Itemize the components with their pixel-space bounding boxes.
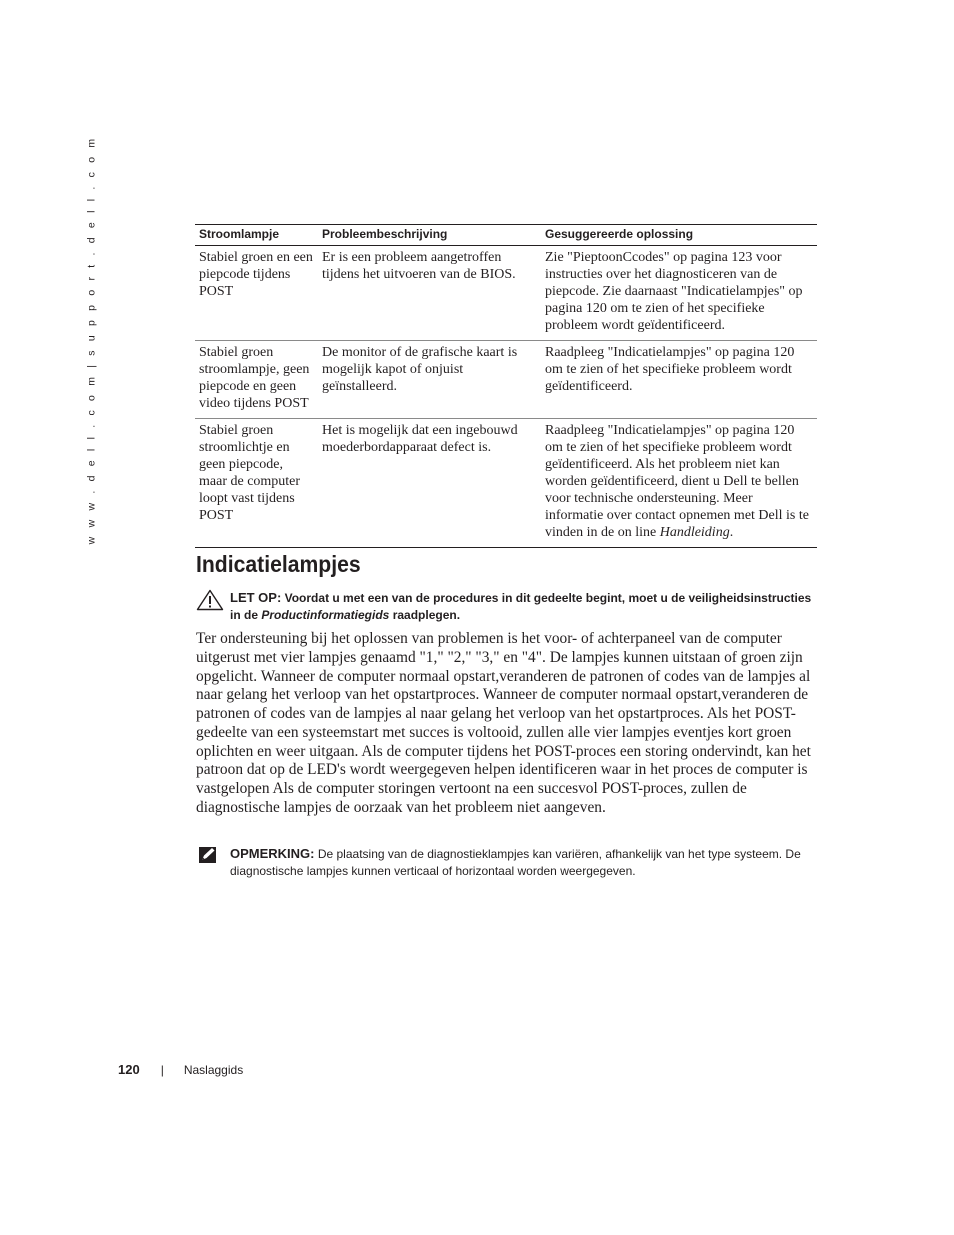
cell-text: Raadpleeg "Indicatielampjes" op pagina 120 om te zien of het specifieke probleem wordt geïdentificeerd. Als het probleem niet kan worden geïdentificeerd, dient u Dell te bellen voor technische ondersteuning. Meer informatie over contact opnemen met Dell is te vinden in de on line <box>545 423 809 540</box>
table-header-row <box>195 225 817 246</box>
cell-text-end: . <box>729 525 734 540</box>
column-header-problem: Probleembeschrijving <box>318 225 541 246</box>
note-notice <box>196 845 820 880</box>
caution-text <box>230 589 820 624</box>
table-cell: De monitor of de grafische kaart is mogelijk kapot of onjuist geïnstalleerd. <box>318 341 541 419</box>
table-cell: Zie "PieptoonCcodes" op pagina 123 voor instructies over het diagnosticeren van de piepcode. Zie daarnaast "Indicatielampjes" op pagina 120 om te zien of het specifieke probleem wordt geïdentificeerd. <box>541 246 817 341</box>
section-title: Indicatielampjes <box>196 551 361 577</box>
table-row <box>195 419 817 548</box>
side-url-text: w w w . d e l l . c o m | s u p p o r t . d e l l . c o m <box>85 135 97 545</box>
cell-italic-handleiding: Handleiding <box>659 525 730 540</box>
note-pencil-icon <box>196 845 220 865</box>
caution-text-before: Voordat u met een van de procedures in dit gedeelte begint, moet u de veiligheidsinstructies in de <box>230 591 812 622</box>
table-cell <box>541 419 817 548</box>
note-body: De plaatsing van de diagnostieklampjes kan variëren, afhankelijk van het type systeem. De diagnostische lampjes kunnen verticaal of horizontaal worden weergegeven. <box>230 847 801 878</box>
body-paragraph: Ter ondersteuning bij het oplossen van problemen is het voor- of achterpaneel van de computer uitgerust met vier lampjes genaamd "1," "2," "3," en "4". De lampjes kunnen uitstaan of groen zijn opgelicht. Wanneer de computer normaal opstart,veranderen de patronen of codes van de lampjes al naar gelang het verloop van het opstartproces. Wanneer de computer normaal opstart,veranderen de patronen of codes van de lampjes al naar gelang het verloop van het opstartproces. Als het POST-gedeelte van een systeemstart met succes is voltooid, zullen alle vier lampjes eventjes kort groen oplichten en weer uitgaan. Als de computer tijdens het POST-proces een storing ondervindt, kan het patroon dat op de LED's wordt weergegeven helpen identificeren waar in het proces de computer is vastgelopen Als de computer storingen vertoont na een succesvol POST-proces, zullen de diagnostische lampjes de oorzaak van het probleem niet aangeven. <box>196 630 811 816</box>
caution-text-after: raadplegen. <box>389 608 461 622</box>
caution-notice <box>196 589 820 624</box>
side-url <box>84 135 98 545</box>
table-cell: Raadpleeg "Indicatielampjes" op pagina 120 om te zien of het specifieke probleem wordt geïdentificeerd. <box>541 341 817 419</box>
column-header-power-light: Stroomlampje <box>195 225 318 246</box>
troubleshooting-table <box>195 224 817 548</box>
table-cell: Het is mogelijk dat een ingebouwd moederbordapparaat defect is. <box>318 419 541 548</box>
page-number: 120 <box>118 1062 140 1077</box>
page-footer <box>118 1062 243 1078</box>
table-row <box>195 246 817 341</box>
warning-triangle-icon <box>196 589 224 611</box>
note-text <box>230 845 820 880</box>
note-label: OPMERKING: <box>230 846 315 861</box>
table-cell: Stabiel groen stroomlichtje en geen piepcode, maar de computer loopt vast tijdens POST <box>195 419 318 548</box>
footer-section-name: Naslaggids <box>183 1063 244 1077</box>
caution-italic: Productinformatiegids <box>261 608 390 622</box>
table-row <box>195 341 817 419</box>
table-cell: Er is een probleem aangetroffen tijdens het uitvoeren van de BIOS. <box>318 246 541 341</box>
column-header-solution: Gesuggereerde oplossing <box>541 225 817 246</box>
table-cell: Stabiel groen en een piepcode tijdens POST <box>195 246 318 341</box>
table-cell: Stabiel groen stroomlampje, geen piepcode en geen video tijdens POST <box>195 341 318 419</box>
footer-separator: | <box>160 1063 164 1077</box>
caution-label: LET OP: <box>230 590 282 605</box>
